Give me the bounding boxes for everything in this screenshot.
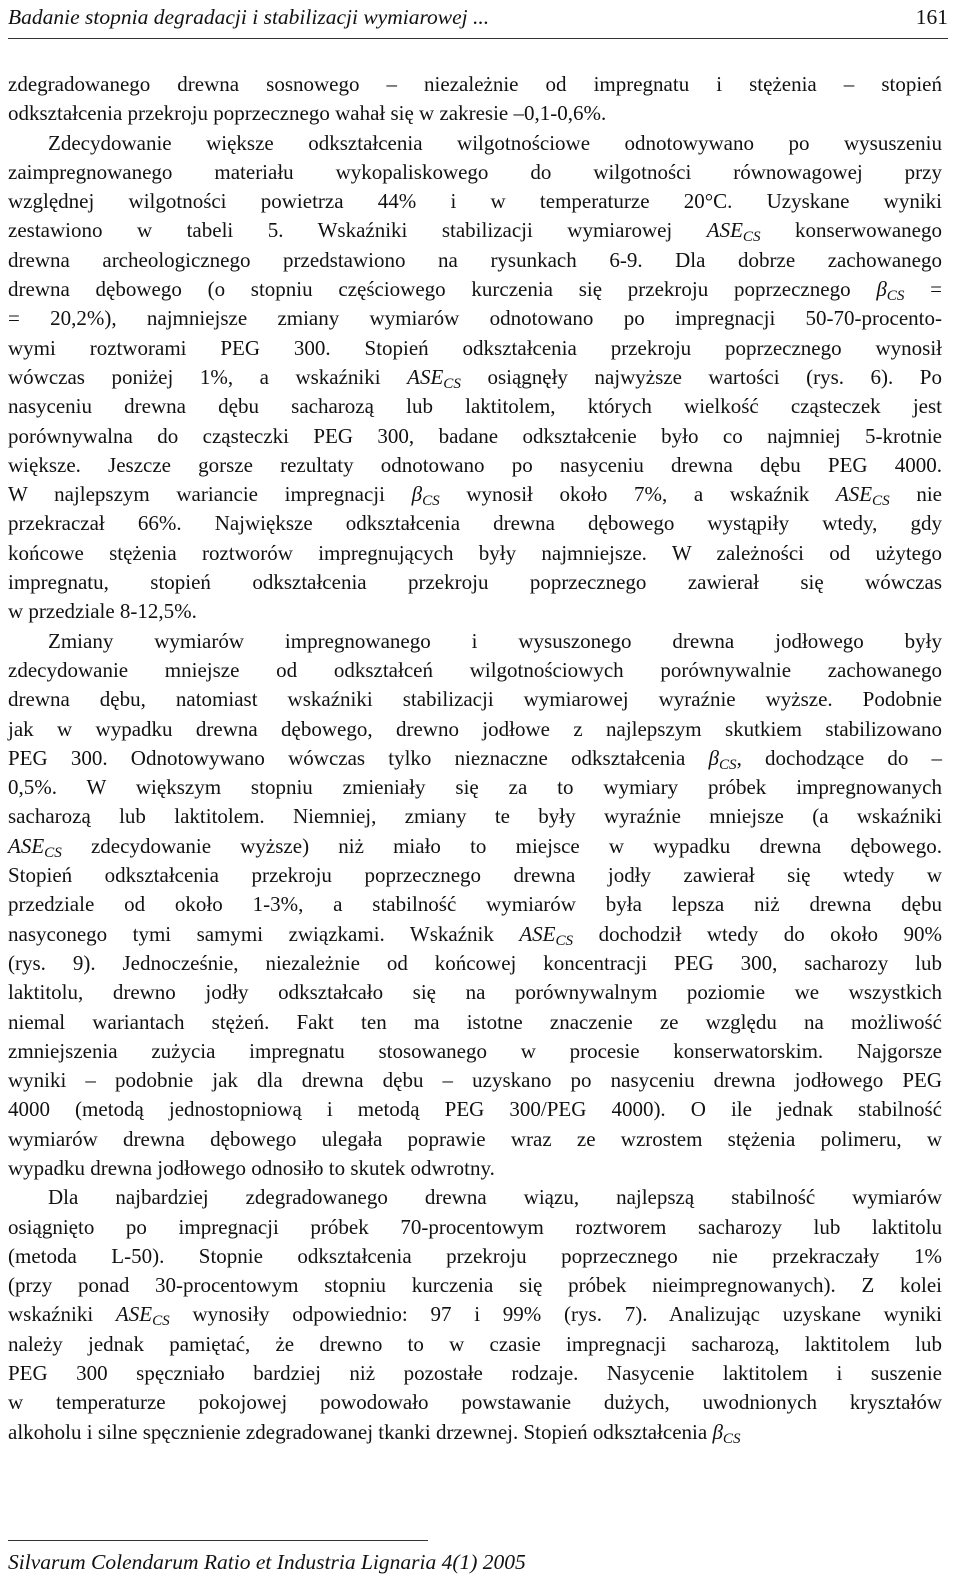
ase-cs-symbol: $ASE_{CS}$ <box>519 921 574 949</box>
text-line: zaimpregnowanego materiału wykopaliskowego do wilgotności równowagowej przy <box>8 159 942 184</box>
page-footer <box>8 1530 942 1586</box>
text-line: większe. Jeszcze gorsze rezultaty odnotowano po nasyceniu drewna dębu PEG 4000. <box>8 452 942 477</box>
text-line: 4000 (metodą jednostopniową i metodą PEG 300/PEG 4000). O ile jednak stabilność <box>8 1097 942 1122</box>
ase-cs-symbol: $ASE_{CS}$ <box>8 833 62 861</box>
text-line: odkształcenia przekroju poprzecznego wahał się w zakresie –0,1-0,6%. <box>8 101 607 126</box>
text-line: w przedziale 8-12,5%. <box>8 599 197 624</box>
running-title: Badanie stopnia degradacji i stabilizacji wymiarowej ... <box>8 5 490 29</box>
beta-cs-symbol: $\beta_{CS}$ <box>712 1419 741 1447</box>
text-line: (rys. 9). Jednocześnie, niezależnie od końcowej koncentracji PEG 300, sacharozy lub <box>8 950 942 975</box>
text-line: PEG 300 spęczniało bardziej niż pozostałe rodzaje. Nasycenie laktitolem i suszenie <box>8 1361 942 1386</box>
text-line: zdecydowanie mniejsze od odkształceń wilgotnościowych porównywalnie zachowanego <box>8 657 942 682</box>
text-line: zmniejszenia zużycia impregnatu stosowanego w procesie konserwatorskim. Najgorsze <box>8 1038 942 1063</box>
text-line: względnej wilgotności powietrza 44% i w temperaturze 20°C. Uzyskane wyniki <box>8 189 942 214</box>
page-number: 161 <box>915 5 948 29</box>
text-line: (metoda L-50). Stopnie odkształcenia przekroju poprzecznego nie przekraczały 1% <box>8 1243 942 1268</box>
paragraph-3 <box>8 1183 942 1447</box>
text-line: drewna archeologicznego przedstawiono na rysunkach 6-9. Dla dobrze zachowanego <box>8 247 942 272</box>
text-line: Zdecydowanie większe odkształcenia wilgotnościowe odnotowywano po wysuszeniu <box>48 130 942 155</box>
text-line: zdegradowanego drewna sosnowego – niezależnie od impregnatu i stężenia – stopień <box>8 72 942 96</box>
text-line: wskaźniki $ASE_{CS}$ wynosiły odpowiednio: 97 i 99% (rys. 7). Analizując uzyskane wyniki <box>8 1302 942 1330</box>
text-line: wypadku drewna jodłowego odnosiło to skutek odwrotny. <box>8 1155 495 1180</box>
text-line: (przy ponad 30-procentowym stopniu kurczenia się próbek nieimpregnowanych). Z kolei <box>8 1273 942 1298</box>
text-line: osiągnięto po impregnacji próbek 70-procentowym roztworem sacharozy lub laktitolu <box>8 1214 942 1239</box>
beta-cs-symbol: $\beta_{CS}$ <box>876 277 905 304</box>
text-line: w temperaturze pokojowej powodowało powstawanie dużych, uwodnionych kryształów <box>8 1390 942 1415</box>
text-line: PEG 300. Odnotowywano wówczas tylko nieznaczne odkształcenia $\beta_{CS}$, dochodzące do – <box>8 745 942 773</box>
text-line: nasyconego tymi samymi związkami. Wskaźnik $ASE_{CS}$ dochodził wtedy do około 90% <box>8 921 942 949</box>
text-line: sacharozą lub laktitolem. Niemniej, zmiany te były wyraźnie mniejsze (a wskaźniki <box>8 804 942 829</box>
header-rule <box>8 38 948 39</box>
paragraph-1 <box>8 70 942 627</box>
ase-cs-symbol: $ASE_{CS}$ <box>115 1302 170 1330</box>
beta-cs-symbol: $\beta_{CS}$ <box>708 745 737 773</box>
text-line: przekraczał 66%. Największe odkształcenia drewna dębowego wystąpiły wtedy, gdy <box>8 511 942 536</box>
running-header <box>8 2 948 42</box>
ase-cs-symbol: $ASE_{CS}$ <box>835 482 890 509</box>
text-line: zestawiono w tabeli 5. Wskaźniki stabilizacji wymiarowej $ASE_{CS}$ konserwowanego <box>8 218 942 246</box>
text-line: Zmiany wymiarów impregnowanego i wysuszonego drewna jodłowego były <box>48 628 942 653</box>
body-text <box>8 70 942 1447</box>
text-line: alkoholu i silne spęcznienie zdegradowanej tkanki drzewnej. Stopień odkształcenia $\beta_{CS}$ <box>8 1419 741 1447</box>
text-line: drewna dębowego (o stopniu częściowego kurczenia się przekroju poprzecznego $\beta_{CS}$ = <box>8 277 942 304</box>
text-line: jak w wypadku drewna dębowego, drewno jodłowe z najlepszym skutkiem stabilizowano <box>8 716 942 741</box>
footer-rule <box>8 1540 428 1541</box>
text-line: niemal wariantach stężeń. Fakt ten ma istotne znaczenie ze względu na możliwość <box>8 1009 942 1034</box>
text-line: należy jednak pamiętać, że drewno to w czasie impregnacji sacharozą, laktitolem lub <box>8 1331 942 1356</box>
journal-citation: Silvarum Colendarum Ratio et Industria Lignaria 4(1) 2005 <box>8 1550 526 1574</box>
text-line: przedziale od około 1-3%, a stabilność wymiarów była lepsza niż drewna dębu <box>8 892 942 917</box>
text-line: drewna dębu, natomiast wskaźniki stabilizacji wymiarowej wyraźnie wyższe. Podobnie <box>8 687 942 712</box>
text-line: impregnatu, stopień odkształcenia przekroju poprzecznego zawierał się wówczas <box>8 570 942 595</box>
text-line: wyniki – podobnie jak dla drewna dębu – uzyskano po nasyceniu drewna jodłowego PEG <box>8 1068 942 1093</box>
text-line: Stopień odkształcenia przekroju poprzecznego drewna jodły zawierał się wtedy w <box>8 863 942 888</box>
text-line: laktitolu, drewno jodły odkształcało się na porównywalnym poziomie we wszystkich <box>8 980 942 1005</box>
text-line: W najlepszym wariancie impregnacji $\beta_{CS}$ wynosił około 7%, a wskaźnik $ASE_{CS}$ nie <box>8 482 942 509</box>
text-line: porównywalna do cząsteczki PEG 300, badane odkształcenie było co najmniej 5-krotnie <box>8 423 942 448</box>
text-line: wymiarów drewna dębowego ulegała poprawie wraz ze wzrostem stężenia polimeru, w <box>8 1126 942 1151</box>
beta-cs-symbol: $\beta_{CS}$ <box>411 482 440 509</box>
text-line: = 20,2%), najmniejsze zmiany wymiarów odnotowano po impregnacji 50-70-procento- <box>8 306 942 331</box>
text-line: wówczas poniżej 1%, a wskaźniki $ASE_{CS}$ osiągnęły najwyższe wartości (rys. 6). Po <box>8 364 942 392</box>
ase-cs-symbol: $ASE_{CS}$ <box>407 364 461 392</box>
text-line: $ASE_{CS}$ zdecydowanie wyższe) niż miało to miejsce w wypadku drewna dębowego. <box>8 833 942 861</box>
ase-cs-symbol: $ASE_{CS}$ <box>706 218 761 246</box>
text-line: nasyceniu drewna dębu sacharozą lub laktitolem, których wielkość cząsteczek jest <box>8 394 942 419</box>
paragraph-2 <box>8 627 942 1184</box>
text-line: wymi roztworami PEG 300. Stopień odkształcenia przekroju poprzecznego wynosił <box>8 335 942 360</box>
text-line: końcowe stężenia roztworów impregnujących były najmniejsze. W zależności od użytego <box>8 540 942 565</box>
paragraph-1b <box>8 129 942 627</box>
text-line: Dla najbardziej zdegradowanego drewna wiązu, najlepszą stabilność wymiarów <box>48 1185 942 1210</box>
text-line: 0,5%. W większym stopniu zmieniały się za to wymiary próbek impregnowanych <box>8 775 942 800</box>
